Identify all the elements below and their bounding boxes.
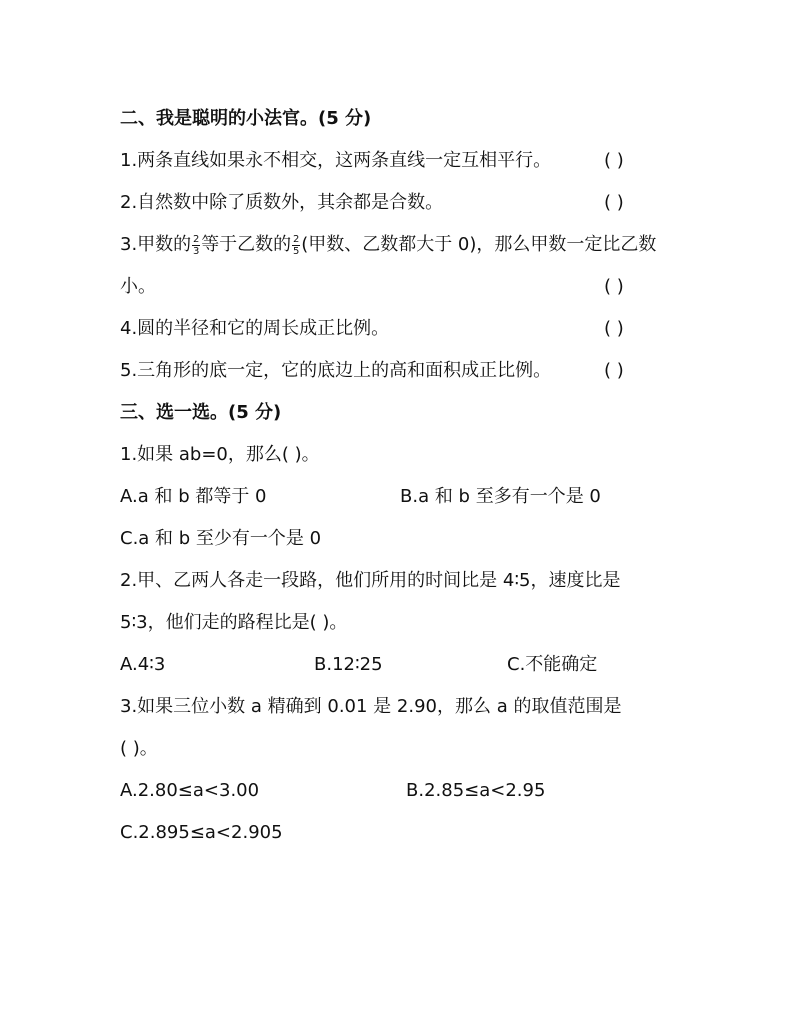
section2-heading: 二、我是聪明的小法官。(5 分) <box>120 108 372 129</box>
judge-answer-2[interactable]: ( ) <box>604 192 624 213</box>
judge-answer-1[interactable]: ( ) <box>604 150 624 171</box>
judge-item-5: 5.三角形的底一定，它的底边上的高和面积成正比例。 <box>120 360 552 381</box>
judge-item-3-line2: 小。 <box>120 276 156 297</box>
choice-q3-option-b[interactable]: B.2.85≤a<2.95 <box>406 780 546 801</box>
choice-q2-option-c[interactable]: C.不能确定 <box>507 654 598 675</box>
judge-answer-5[interactable]: ( ) <box>604 360 624 381</box>
choice-q1-option-c[interactable]: C.a 和 b 至少有一个是 0 <box>120 528 322 549</box>
judge-item-3-part2: 等于乙数的 <box>201 234 292 255</box>
fraction-two-fifths: $\frac{2}{5}$ <box>293 233 300 257</box>
judge-item-1: 1.两条直线如果永不相交，这两条直线一定互相平行。 <box>120 150 552 171</box>
choice-q1-option-b[interactable]: B.a 和 b 至多有一个是 0 <box>400 486 601 507</box>
choice-q3-stem-line2: ( )。 <box>120 738 158 759</box>
judge-answer-3[interactable]: ( ) <box>604 276 624 297</box>
choice-q2-option-b[interactable]: B.12∶25 <box>314 654 383 675</box>
fraction-two-thirds: $\frac{2}{3}$ <box>193 233 200 257</box>
choice-q3-option-a[interactable]: A.2.80≤a<3.00 <box>120 780 260 801</box>
judge-item-3-part3: (甲数、乙数都大于 0)，那么甲数一定比乙数 <box>301 234 657 255</box>
judge-item-3 <box>120 233 656 257</box>
judge-item-3-part1: 3.甲数的 <box>120 234 192 255</box>
choice-q1-option-a[interactable]: A.a 和 b 都等于 0 <box>120 486 267 507</box>
choice-q3-stem-line1: 3.如果三位小数 a 精确到 0.01 是 2.90，那么 a 的取值范围是 <box>120 696 622 717</box>
choice-q3-option-c[interactable]: C.2.895≤a<2.905 <box>120 822 283 843</box>
section3-heading: 三、选一选。(5 分) <box>120 402 282 423</box>
judge-item-4: 4.圆的半径和它的周长成正比例。 <box>120 318 390 339</box>
judge-item-2: 2.自然数中除了质数外，其余都是合数。 <box>120 192 444 213</box>
choice-q2-stem-line1: 2.甲、乙两人各走一段路，他们所用的时间比是 4∶5，速度比是 <box>120 570 621 591</box>
choice-q2-stem-line2: 5∶3，他们走的路程比是( )。 <box>120 612 348 633</box>
judge-answer-4[interactable]: ( ) <box>604 318 624 339</box>
choice-q1-stem: 1.如果 ab=0，那么( )。 <box>120 444 320 465</box>
choice-q2-option-a[interactable]: A.4∶3 <box>120 654 166 675</box>
